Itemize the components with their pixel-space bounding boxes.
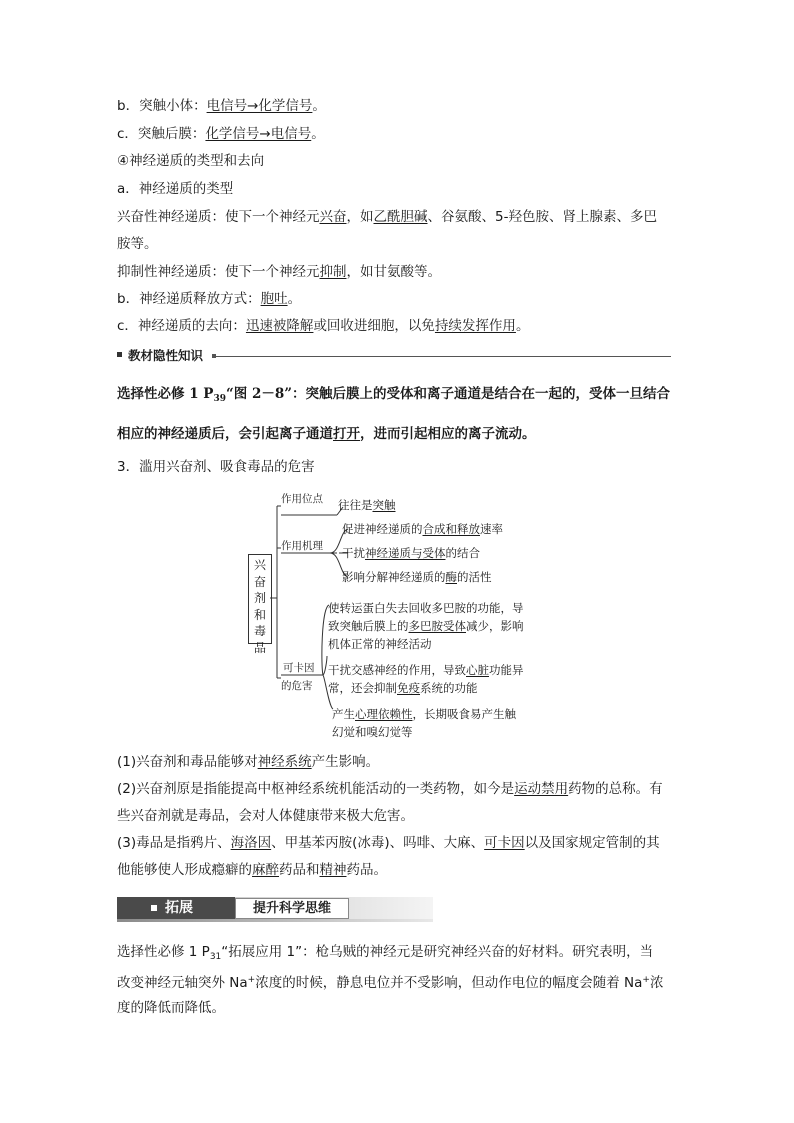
cocaine-item-3-line-2: 幻觉和嗅幻觉等 xyxy=(332,725,413,739)
text: 改变神经元轴突外 Na xyxy=(117,975,248,991)
note-1 xyxy=(117,752,379,772)
answer: 海洛因 xyxy=(230,835,272,851)
cocaine-item-3-line-1 xyxy=(332,705,516,723)
answer: 精神 xyxy=(319,862,347,878)
text: 速率 xyxy=(480,522,503,536)
branch-site-text xyxy=(338,496,396,514)
cocaine-item-2-line-2 xyxy=(328,679,478,697)
hidden-knowledge-line-1 xyxy=(117,384,670,409)
branch-site-label: 作用位点 xyxy=(281,493,323,505)
note-3 xyxy=(117,833,660,853)
answer: 心脏 xyxy=(466,663,489,677)
text-line-fate xyxy=(117,316,529,336)
text: 选择性必修 1 P xyxy=(117,386,214,402)
text: 、甲基苯丙胺(冰毒)、吗啡、大麻、 xyxy=(271,835,485,851)
branch-cocaine-label-2: 的危害 xyxy=(281,680,313,692)
text: 以及国家规定管制的其 xyxy=(524,835,660,851)
answer: 打开 xyxy=(333,426,360,442)
text: 或回收进细胞，以免 xyxy=(313,318,435,334)
text: 干扰交感神经的作用，导致 xyxy=(328,663,466,677)
text: 相应的神经递质后，会引起离子通道 xyxy=(117,426,333,442)
note-2 xyxy=(117,779,663,799)
mechanism-item-1 xyxy=(342,520,503,538)
punct: 。 xyxy=(311,126,325,142)
expand-banner xyxy=(117,897,433,924)
text: 产生 xyxy=(332,707,355,721)
item4-heading: ④神经递质的类型和去向 xyxy=(117,153,265,169)
cocaine-item-1-line-2 xyxy=(328,617,524,635)
text: (2)兴奋剂原是指能提高中枢神经系统机能活动的一类药物，如今是 xyxy=(117,781,515,797)
square-bullet-icon xyxy=(151,905,157,911)
text: (1)兴奋剂和毒品能够对 xyxy=(117,754,258,770)
text: 抑制性神经递质：使下一个神经元 xyxy=(117,264,320,280)
note-3-cont xyxy=(117,860,387,880)
text: ，如甘氨酸等。 xyxy=(346,264,441,280)
text-line-inhibitory xyxy=(117,262,441,282)
text-line-b-synapse xyxy=(117,96,326,116)
text: 药物的总称。有 xyxy=(568,781,663,797)
subscript: 39 xyxy=(213,394,226,404)
subscript: 31 xyxy=(209,952,222,962)
text: 药品和 xyxy=(279,862,320,878)
hidden-knowledge-header xyxy=(117,346,677,366)
answer: 麻醉 xyxy=(252,862,279,878)
superscript: + xyxy=(642,975,650,985)
answer: 化学信号→电信号 xyxy=(205,126,312,142)
text-line-excitatory-cont: 胺等。 xyxy=(117,236,158,252)
text: 他能够使人形成瘾癖的 xyxy=(117,862,252,878)
answer: 胞吐 xyxy=(260,291,288,307)
text: “图 2－8”：突触后膜上的受体和离子通道是结合在一起的，受体一旦结合 xyxy=(225,386,671,402)
punct: 。 xyxy=(312,98,326,114)
banner-tab: 提升科学思维 xyxy=(235,898,349,919)
text: 兴奋性神经递质：使下一个神经元 xyxy=(117,209,320,225)
answer: 多巴胺受体 xyxy=(408,619,466,633)
text: 常，还会抑制 xyxy=(328,681,397,695)
text: 的结合 xyxy=(445,546,480,560)
superscript: + xyxy=(247,975,256,985)
banner-bar xyxy=(117,919,433,922)
text: 功能异 xyxy=(489,663,524,677)
text: 的活性 xyxy=(457,570,492,584)
expand-line-2 xyxy=(117,970,663,993)
text: ，如 xyxy=(346,209,374,225)
stimulant-drug-diagram xyxy=(245,488,575,748)
label: b．突触小体： xyxy=(117,98,207,114)
section3-title: 3．滥用兴奋剂、吸食毒品的危害 xyxy=(117,459,315,475)
text: 、谷氨酸、5-羟色胺、肾上腺素、多巴 xyxy=(427,209,657,225)
mechanism-item-3 xyxy=(342,568,492,586)
answer: 可卡因 xyxy=(484,835,525,851)
text: 影响分解神经递质的 xyxy=(342,570,446,584)
answer: 迅速被降解 xyxy=(245,318,314,334)
a-type-heading: a．神经递质的类型 xyxy=(117,181,234,197)
branch-mechanism-label: 作用机理 xyxy=(281,540,323,552)
answer: 突触 xyxy=(372,498,396,512)
diagram-root-label: 兴奋剂和毒品 xyxy=(254,558,267,655)
punct: 。 xyxy=(287,291,302,307)
answer: 神经递质与受体 xyxy=(365,546,446,560)
answer: 持续发挥作用 xyxy=(434,318,516,334)
mechanism-item-2 xyxy=(342,544,480,562)
answer: 合成和释放 xyxy=(422,522,480,536)
hidden-knowledge-line-2 xyxy=(117,424,536,444)
text: 干扰 xyxy=(342,546,365,560)
answer: 运动禁用 xyxy=(514,781,569,797)
answer: 酶 xyxy=(445,570,457,584)
section-title: 教材隐性知识 xyxy=(128,348,204,363)
text: 往往是 xyxy=(338,498,373,512)
answer: 抑制 xyxy=(319,264,347,280)
text: c．神经递质的去向： xyxy=(117,318,246,334)
text-line-release xyxy=(117,289,301,309)
cocaine-item-2-line-1 xyxy=(328,661,524,679)
text: 产生影响。 xyxy=(311,754,380,770)
text: “拓展应用 1”：枪乌贼的神经元是研究神经兴奋的好材料。研究表明，当 xyxy=(221,944,654,960)
diagram-root-box xyxy=(248,554,272,655)
answer: 心理依赖性 xyxy=(355,707,413,721)
text: b．神经递质释放方式： xyxy=(117,291,261,307)
expand-line-1 xyxy=(117,942,653,967)
text: 促进神经递质的 xyxy=(342,522,423,536)
text: ，长期吸食易产生触 xyxy=(412,707,516,721)
answer: 兴奋 xyxy=(319,209,347,225)
text: 药品。 xyxy=(346,862,387,878)
punct: 。 xyxy=(515,318,530,334)
text: 减少，影响 xyxy=(466,619,524,633)
answer: 乙酰胆碱 xyxy=(373,209,428,225)
text: ，进而引起相应的离子流动。 xyxy=(360,426,536,442)
text: 浓度的时候，静息电位并不受影响，但动作电位的幅度会随着 Na xyxy=(255,975,643,991)
text: 系统的功能 xyxy=(420,681,478,695)
text: (3)毒品是指鸦片、 xyxy=(117,835,231,851)
banner-label: 拓展 xyxy=(165,900,193,916)
expand-line-3: 度的降低而降低。 xyxy=(117,1000,225,1016)
divider xyxy=(215,356,671,357)
branch-cocaine-label-1: 可卡因 xyxy=(283,662,315,674)
text: 致突触后膜上的 xyxy=(328,619,409,633)
text-line-excitatory xyxy=(117,207,657,227)
label: c．突触后膜： xyxy=(117,126,206,142)
text-line-c-postsynaptic xyxy=(117,124,325,144)
cocaine-item-1-line-3: 机体正常的神经活动 xyxy=(328,637,432,651)
text: 浓 xyxy=(649,975,664,991)
square-bullet-icon xyxy=(117,352,122,357)
text: 选择性必修 1 P xyxy=(117,944,210,960)
answer: 电信号→化学信号 xyxy=(206,98,313,114)
note-2-cont: 些兴奋剂就是毒品，会对人体健康带来极大危害。 xyxy=(117,808,414,824)
cocaine-item-1-line-1: 使转运蛋白失去回收多巴胺的功能，导 xyxy=(328,601,524,615)
answer: 神经系统 xyxy=(257,754,312,770)
answer: 免疫 xyxy=(397,681,420,695)
